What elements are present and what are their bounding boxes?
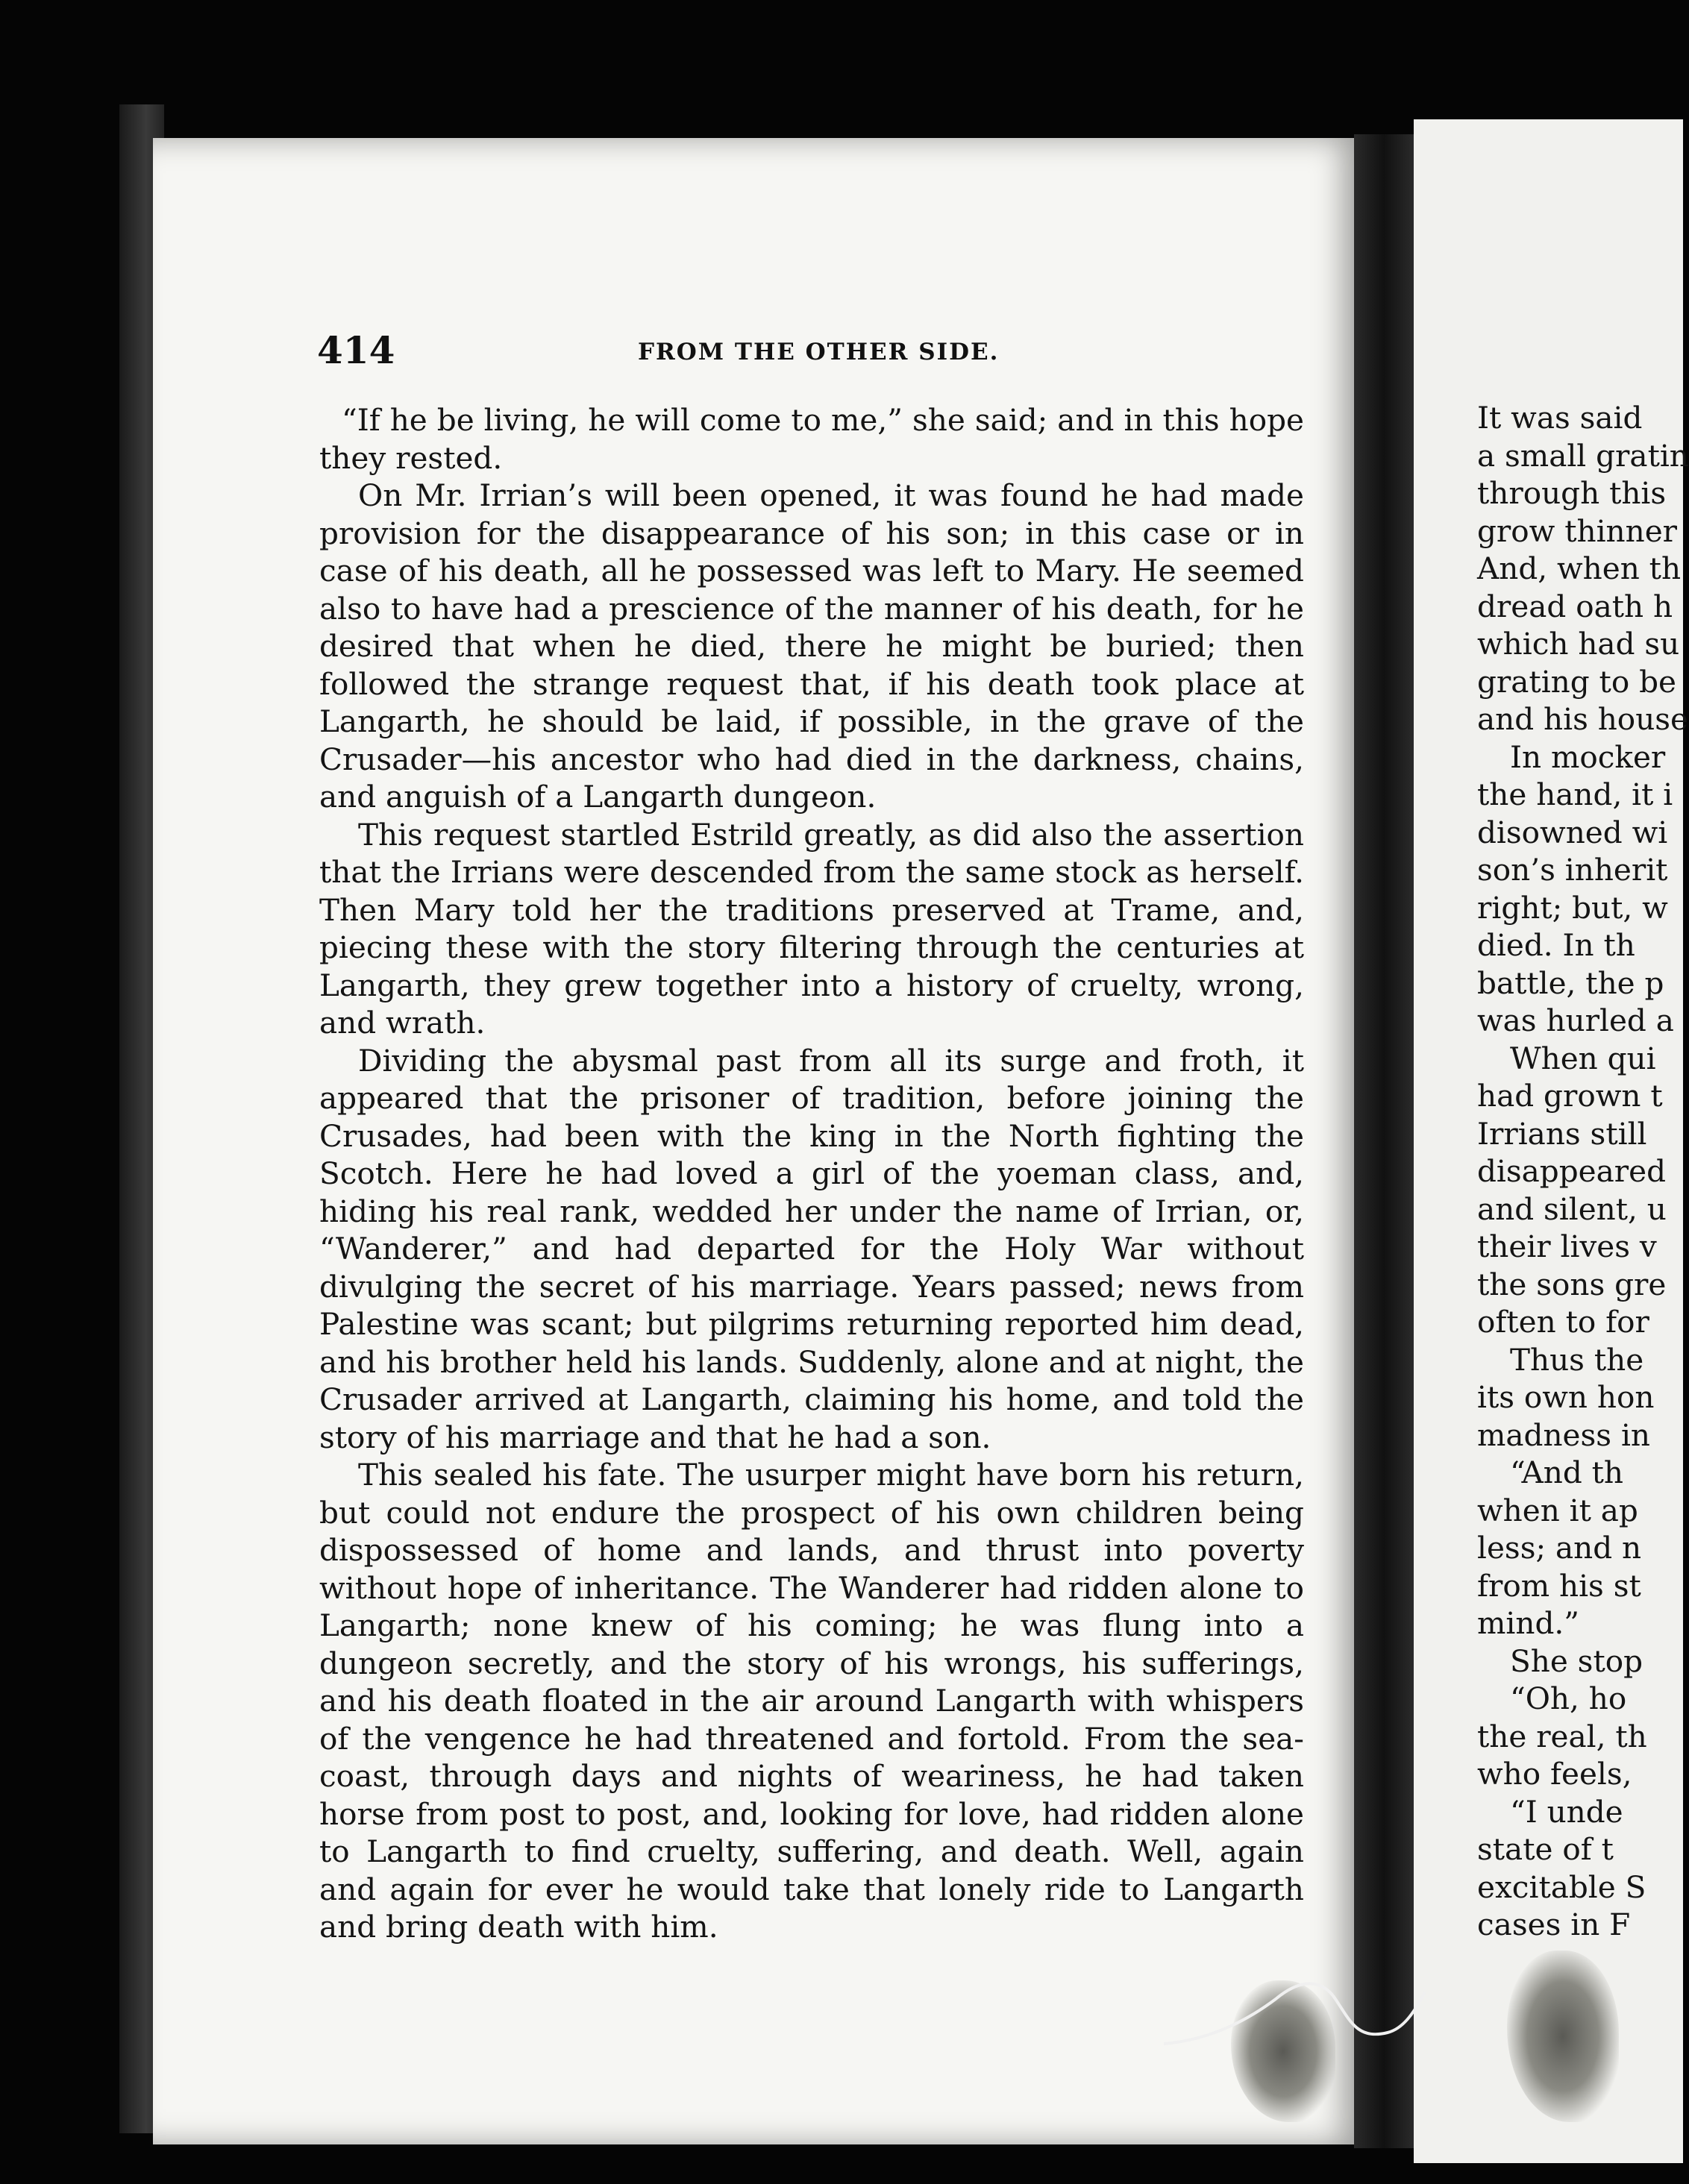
page-number: 414 xyxy=(317,328,395,372)
right-page-line: its own hon xyxy=(1477,1379,1655,1415)
right-page-line: the real, th xyxy=(1477,1718,1647,1754)
right-page-line: battle, the p xyxy=(1477,964,1664,1001)
right-page-line: and his house xyxy=(1477,701,1689,737)
right-page-line: died. In th xyxy=(1477,927,1635,963)
right-page-line: madness in xyxy=(1477,1416,1651,1453)
right-page-line: had grown t xyxy=(1477,1078,1663,1114)
running-head: FROM THE OTHER SIDE. xyxy=(638,339,1000,365)
right-page-line: a small gratin xyxy=(1477,437,1689,474)
right-page-line: less; and n xyxy=(1477,1530,1642,1566)
paragraph: On Mr. Irrian’s will been opened, it was found he had made provision for the disappearance of his son; in this case or in case of his death, all he possessed was left to Mary. He seemed also to have had a prescience of the manner of his death, for he desired that when he died, there he might be buried; then followed the strange request that, if his death took place at Langarth, he should be laid, if possible, in the grave of the Crusader—his ancestor who had died in the darkness, chains, and anguish of a Langarth dungeon. xyxy=(319,477,1304,815)
right-page-line: son’s inherit xyxy=(1477,852,1668,888)
right-page-line: dread oath h xyxy=(1477,588,1673,624)
right-page-line: Thus the xyxy=(1510,1341,1644,1378)
right-page-line: right; but, w xyxy=(1477,889,1668,926)
right-page-line: “And th xyxy=(1510,1455,1623,1490)
right-page-line: mind.” xyxy=(1477,1605,1579,1641)
right-page-line: and silent, u xyxy=(1477,1190,1667,1227)
book-gutter xyxy=(1354,134,1414,2148)
paragraph: This request startled Estrild greatly, as did also the assertion that the Irrians were descended from the same stock as herself. Then Mary told her the traditions preserved at Trame, and, piecing these with the story filtering through the centuries at Langarth, they grew together into a history of cruelty, wrong, and wrath. xyxy=(319,816,1304,1041)
right-page-line: When qui xyxy=(1510,1040,1656,1076)
right-page-line: the sons gre xyxy=(1477,1266,1667,1302)
right-page-line: excitable S xyxy=(1477,1868,1646,1905)
paragraph: “If he be living, he will come to me,” she said; and in this hope they rested. xyxy=(319,402,1304,476)
right-page-line: cases in F xyxy=(1477,1907,1631,1942)
right-page-line: grating to be xyxy=(1477,663,1676,700)
paragraph: This sealed his fate. The usurper might have born his return, but could not endure the prospect of his own children being dispossessed of home and lands, and thrust into poverty without hope of inheritance. The Wanderer had ridden alone to Langarth; none knew of his coming; he was flung into a dungeon secretly, and the story of his wrongs, his sufferings, and his death floated in the air around Langarth with whispers of the vengence he had threatened and fortold. From the sea-coast, through days and nights of weariness, he had taken horse from post to post, and, looking for love, had ridden alone to Langarth to find cruelty, suffering, and death. Well, again and again for ever he would take that lonely ride to Langarth and bring death with him. xyxy=(319,1457,1304,1945)
right-page-line: the hand, it i xyxy=(1477,776,1673,812)
right-page-line: And, when th xyxy=(1477,550,1682,586)
right-page-line: Irrians still xyxy=(1477,1115,1647,1152)
right-page-line: from his st xyxy=(1477,1567,1641,1604)
right-page-line: disowned wi xyxy=(1477,814,1668,850)
right-page-line: their lives v xyxy=(1477,1228,1657,1264)
paragraph: Dividing the abysmal past from all its surge and froth, it appeared that the prisoner of tradition, before joining the Crusades, had been with the king in the North fighting the Scotch. Here he had loved a girl of the yoeman class, and, hiding his real rank, wedded her under the name of Irrian, or, “Wanderer,” and had departed for the Holy War without divulging the secret of his marriage. Years passed; news from Palestine was scant; but pilgrims returning reported him dead, and his brother held his lands. Suddenly, alone and at night, the Crusader arrived at Langarth, claiming his home, and told the story of his marriage and that he had a son. xyxy=(319,1042,1304,1455)
right-page-line: grow thinner xyxy=(1477,512,1678,549)
right-page-line: She stop xyxy=(1510,1642,1643,1679)
right-page-line: In mocker xyxy=(1510,738,1666,775)
right-page-line: “I unde xyxy=(1510,1793,1623,1830)
body-text xyxy=(319,401,1304,1946)
right-page-line: through this xyxy=(1477,475,1667,511)
right-page-line: was hurled a xyxy=(1477,1002,1674,1038)
right-page-line: when it ap xyxy=(1477,1492,1638,1528)
page-header xyxy=(317,328,1309,373)
right-page-line: often to for xyxy=(1477,1304,1649,1340)
ink-stain-line xyxy=(1164,1969,1432,2066)
right-page-text xyxy=(1477,399,1689,1942)
right-page-line: state of t xyxy=(1477,1831,1614,1867)
right-page-line: who feels, xyxy=(1477,1756,1632,1792)
right-page-line: disappeared xyxy=(1477,1153,1667,1189)
right-page-line: “Oh, ho xyxy=(1510,1681,1627,1716)
right-page-line: It was said xyxy=(1477,400,1643,436)
right-page-line: which had su xyxy=(1477,626,1680,662)
